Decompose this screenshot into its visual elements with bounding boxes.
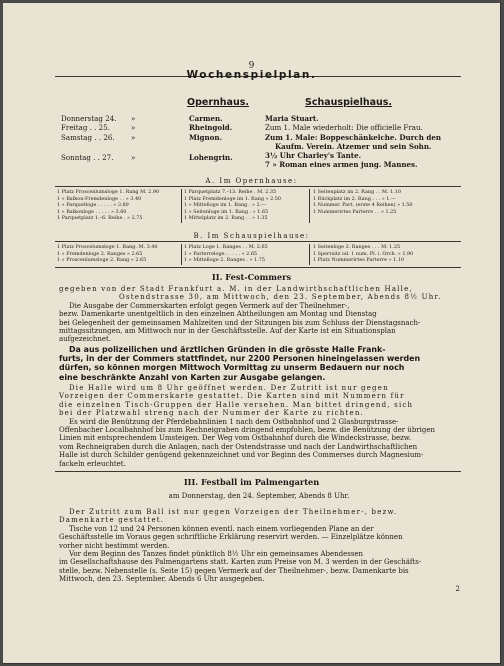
- price-row: 1 » Balkonloge . . . . . » 3.60: [57, 208, 127, 215]
- schauspielhaus-header: Schauspielhaus.: [305, 97, 393, 108]
- schauspiel-line-4: Kaufm. Verein. Atzemer und sein Sohn.: [275, 142, 432, 151]
- price-row: 1 Platz Loge 1. Ranges . . M. 2.65: [184, 244, 268, 250]
- festball-text: [59, 508, 459, 584]
- paragraph-line: gegeben von der Stadt Frankfurt a. M. in der Landwirthschaftlichen Halle,: [59, 285, 413, 293]
- price-row: 1 Mittelplatz im 2. Rang . . » 1.35: [184, 215, 268, 221]
- schauspiel-line-6: 7 » Roman eines armen jung. Mannes.: [265, 160, 418, 169]
- paragraph-line: aufgezeichnet.: [59, 335, 112, 344]
- paragraph-line: Die Ausgabe der Commerskarten erfolgt gegen Vermerk auf der Theilnehmer-,: [69, 301, 350, 310]
- paragraph-line: Halle ist durch Schilder genügend gekennzeichnet und vor Beginn des Commerses durch Magnesium-: [59, 451, 424, 460]
- price-row: 1 » Fremdenloge 2. Ranges » 2.65: [57, 250, 143, 257]
- fest-commers-text: [59, 285, 459, 344]
- paragraph-line: Damenkarte gestattet.: [59, 516, 165, 525]
- price-row: 1 Platz Fremdenloge im 1. Rang » 2.50: [184, 195, 282, 202]
- paragraph-line: vorher nicht bestimmt werden.: [59, 541, 170, 550]
- paragraph-line: Der Zutritt zum Ball ist nur gegen Vorzeigen der Theilnehmer-, bezw.: [69, 508, 398, 516]
- column-divider: [309, 189, 310, 223]
- paragraph-line: Geschäftsstelle im Voraus gegen schriftliche Erklärung reservirt werden. — Einzelplätze können: [59, 533, 403, 542]
- schedule-opera-3: Mignon.: [189, 133, 223, 142]
- page-number: 9: [248, 61, 255, 71]
- paragraph-line: Tische von 12 und 24 Personen können eventl. nach einem vorliegenden Plane an der: [69, 524, 374, 533]
- schedule-mark-4: »: [131, 153, 136, 162]
- paragraph-line: die einzelnen Tisch-Gruppen der Halle versehen. Man bittet dringend, sich: [59, 400, 414, 409]
- warning-line: furts, in der der Commers stattfindet, nur 2200 Personen hineingelassen werden: [59, 354, 421, 364]
- fest-commers-title: II. Fest-Commers: [211, 272, 292, 282]
- price-row: 1 Platz Proscelumsloge 1. Rang. M. 3.40: [57, 244, 158, 250]
- price-row: 1 Sperrsitz od. 1 num. Pl. i. Orch. » 1.90: [313, 250, 414, 257]
- document-page: [3, 3, 501, 664]
- festball-date: am Donnerstag, den 24. September, Abends 8 Uhr.: [168, 492, 350, 500]
- price-row: 1 » Balkon-Fremdenloge . . » 3.40: [57, 195, 142, 202]
- price-row: 1 Nummer. Part. (erste 4 Reihen) » 1.50: [313, 202, 413, 208]
- price-row: 1 » Parquetloge . . . . . » 3.80: [57, 202, 129, 208]
- paragraph-line: bezw. Damenkarte unentgeltlich in den einzelnen Abtheilungen am Montag und Dienstag: [59, 310, 377, 319]
- price-col-2: [184, 189, 281, 222]
- paragraph-line: Vor dem Beginn des Tanzes findet pünktlich 8½ Uhr ein gemeinsames Abendessen: [69, 550, 364, 559]
- paragraph-line: bei der Platzwahl streng nach der Nummer der Karte zu richten.: [59, 409, 364, 418]
- price-row: 1 Platz Proscenlumsloge 1. Rang M. 2.90: [57, 189, 160, 195]
- paragraph-line: Linien mit entsprechendem Umsteigen. Der Weg vom Ostbahnhof durch die Windeckstrasse, bezw.: [59, 434, 412, 443]
- paragraph-line: Es wird die Benützung der Pferdebahnlinien 1 nach dem Ostbahnhof und 2 Glasburgstrasse-: [69, 417, 399, 426]
- police-warning: [59, 345, 463, 382]
- schauspiel-line-3: Zum 1. Male: Boppeschänkelche. Durch den: [265, 133, 441, 142]
- paragraph-line: im Gesellschaftshause des Palmengartens statt. Karten zum Preise von M. 3 werden in der Geschäfts-: [59, 558, 422, 567]
- price-row: 1 Parquetplatz 1.–6. Reihe . » 2.75: [57, 215, 143, 221]
- schedule-opera-1: Carmen.: [189, 114, 223, 123]
- price-row: 1 » Seitenloge im 1. Rang . » 1.65: [184, 208, 269, 215]
- price-col-3: [313, 244, 413, 264]
- column-divider: [181, 189, 182, 223]
- paragraph-line: Offenbacher Localbahnhof bis zum Rechneigraben dringend empfohlen, bezw. die Benützung der übrigen: [59, 426, 436, 435]
- schauspielhaus-price-title: B. Im Schauspielhause:: [193, 232, 310, 240]
- paragraph-line: Mittwoch, den 23. September, Abends 6 Uhr ausgegeben.: [59, 575, 265, 584]
- price-row: 1 Seitenplatz im 2. Rang . . M. 1.10: [313, 189, 401, 195]
- schedule-mark-1: »: [131, 114, 136, 123]
- paragraph-line: mittagssitzungen, am Mittwoch nur in der Geschäftsstelle. Auf der Karte ist ein Situationsplan: [59, 327, 396, 336]
- schedule-mark-3: »: [131, 133, 136, 142]
- price-col-1: [57, 244, 158, 264]
- schauspiel-line-1: Maria Stuart.: [265, 114, 319, 123]
- price-col-3: [313, 189, 413, 215]
- price-row: 1 Nummerirtes Parterre . . » 1.25: [313, 208, 397, 215]
- paragraph-line: vom Rechneigraben durch die Anlagen, nach der Ostendstrasse und nach der Landwirthschaftlichen: [59, 442, 418, 451]
- price-row: 1 » Proscenlumsloge 2. Rang » 2.65: [57, 257, 147, 263]
- price-row: 1 » Parterreloge . . . . . » 2.65: [184, 250, 258, 257]
- schedule-day-4: Sonntag . . 27.: [61, 153, 114, 162]
- price-row: 1 » Mittelloge im 1. Rang . » 2.—: [184, 202, 266, 208]
- schauspiel-line-2: Zum 1. Male wiederholt: Die officielle Frau.: [265, 123, 423, 132]
- schauspiel-line-5: 3½ Uhr Charley's Tante.: [265, 151, 362, 160]
- warning-line: eine beschränkte Anzahl von Karten zur Ausgabe gelangen.: [59, 372, 326, 382]
- paragraph-line: Ostendstrasse 30, am Mittwoch, den 23. September, Abends 8½ Uhr.: [119, 293, 442, 302]
- warning-line: dürfen, so können morgen Mittwoch Vormittag zu unserm Bedauern nur noch: [59, 363, 405, 373]
- price-row: 1 Parquetplatz 7.–13. Reihe . M. 2.35: [184, 189, 277, 195]
- price-row: 1 Rückplatz im 2. Rang . . . » 1.—: [313, 195, 396, 202]
- schedule-day-2: Freitag . . 25.: [61, 123, 110, 132]
- schedule-opera-2: Rheingold.: [189, 123, 233, 132]
- paragraph-line: fackeln erleuchtet.: [59, 459, 126, 468]
- price-row: 1 » Mittelloge 2. Ranges . » 1.75: [184, 257, 265, 263]
- price-table-bottom-rule: [55, 267, 461, 268]
- opernhaus-price-table: [57, 189, 457, 225]
- schauspielhaus-price-table: [57, 244, 457, 266]
- schedule-opera-4: Lohengrin.: [189, 153, 233, 162]
- schedule-day-3: Samstag . . 26.: [61, 133, 115, 142]
- schedule-mark-2: »: [131, 123, 136, 132]
- column-divider: [181, 244, 182, 265]
- price-table-top-rule: [55, 186, 461, 187]
- paragraph-line: Vorzeigen der Commerskarte gestattet. Die Karten sind mit Nummern für: [59, 392, 405, 401]
- price-table-mid-rule: [55, 241, 461, 242]
- column-divider: [309, 244, 310, 265]
- opernhaus-header: Opernhaus.: [187, 97, 249, 108]
- paragraph-line: stelle, bezw. Nebenstelle (s. Seite 15) gegen Vermerk auf der Theilnehmer-, bezw. Damenkarte bis: [59, 566, 409, 575]
- festball-title: III. Festball im Palmengarten: [183, 477, 320, 487]
- page-title: Wochenspielplan.: [186, 69, 317, 81]
- price-row: 1 Platz Nummerirtes Parterre » 1.10: [313, 257, 405, 263]
- corner-page-number: 2: [455, 585, 460, 593]
- opernhaus-price-title: A. Im Opernhause:: [205, 177, 298, 185]
- paragraph-line: bei Gelegenheit der gemeinsamen Mahlzeiten und der Sitzungen bis zum Schluss der Dienstagsnach-: [59, 318, 421, 327]
- price-col-2: [184, 244, 268, 264]
- schedule-day-1: Donnerstag 24.: [61, 114, 117, 123]
- warning-line: Da aus polizeilichen und ärztlichen Gründen in die grösste Halle Frank-: [69, 345, 386, 354]
- fest-commers-details: [59, 384, 459, 468]
- price-row: 1 Seitenloge 2. Ranges . . . M. 1.25: [313, 244, 401, 250]
- price-col-1: [57, 189, 159, 222]
- section-rule: [55, 471, 461, 472]
- paragraph-line: Die Halle wird um 8 Uhr geöffnet werden. Der Zutritt ist nur gegen: [69, 384, 389, 392]
